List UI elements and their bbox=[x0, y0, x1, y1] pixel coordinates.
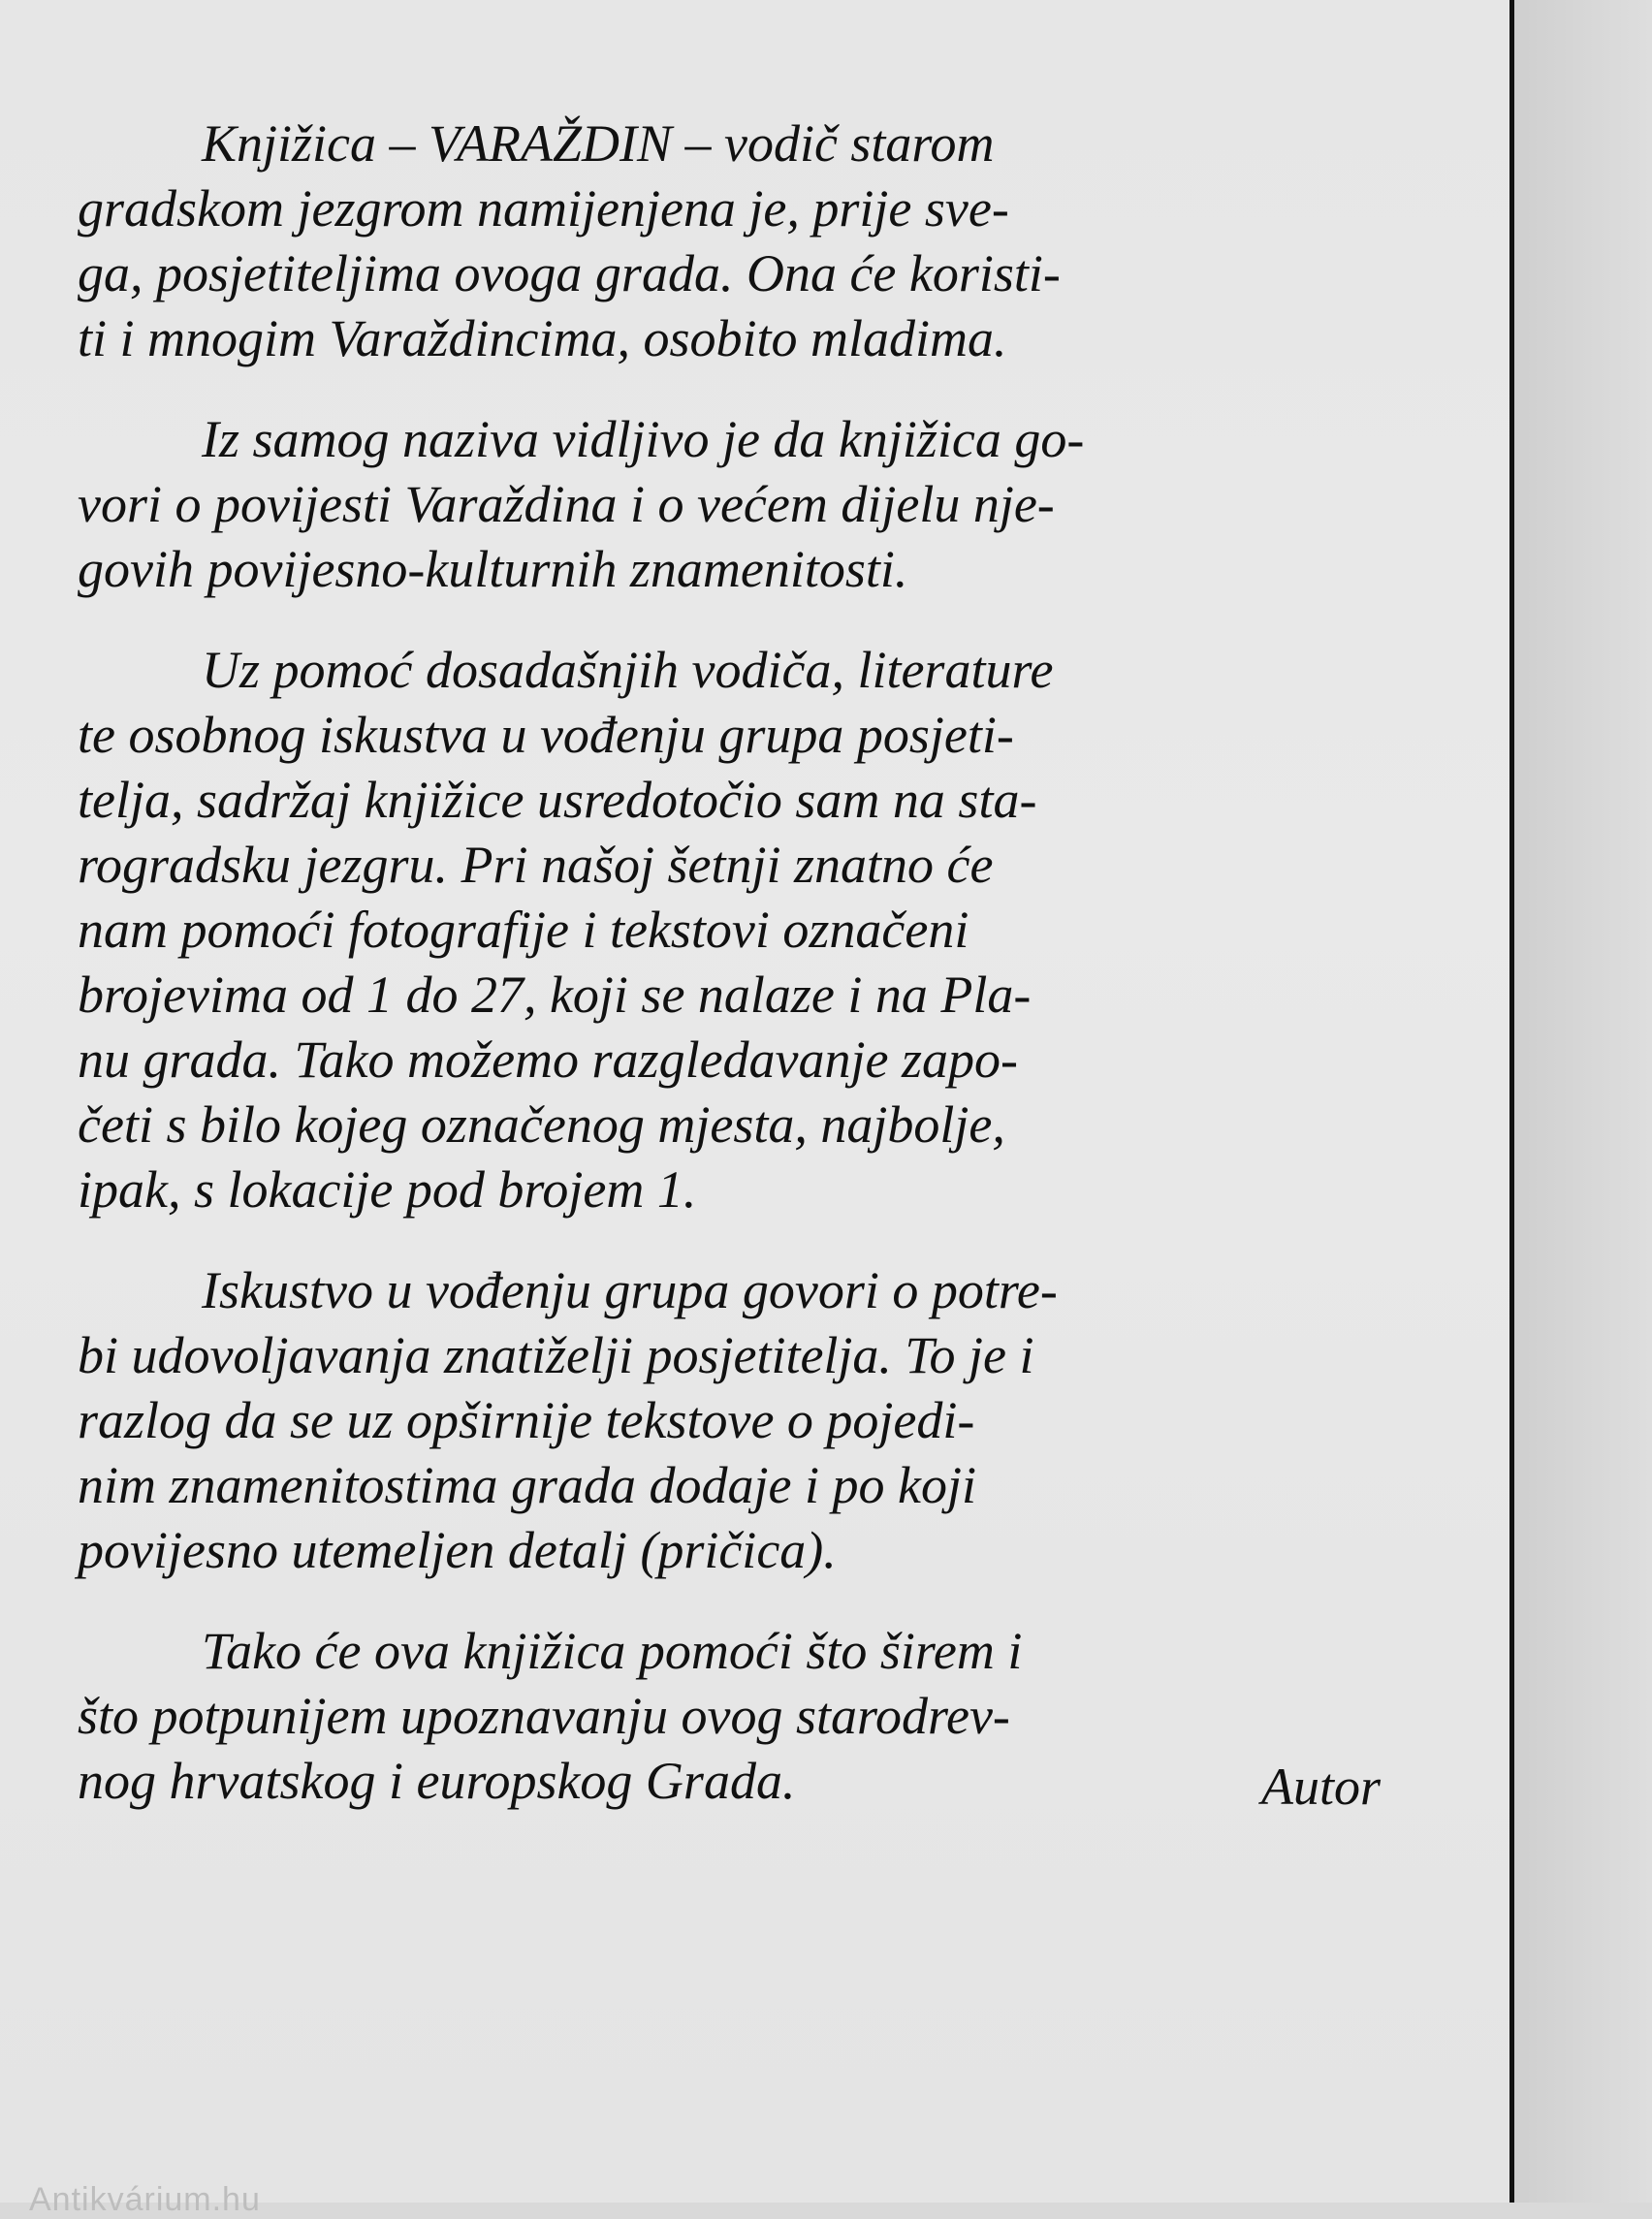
paragraph-1 bbox=[78, 111, 1377, 371]
text-line: nu grada. Tako možemo razgledavanje zapo- bbox=[78, 1030, 1018, 1089]
text-line: nam pomoći fotografije i tekstovi označeni bbox=[78, 901, 969, 959]
text-line: Uz pomoć dosadašnjih vodiča, literature bbox=[202, 641, 1054, 699]
paragraph-4 bbox=[78, 1258, 1377, 1583]
text-line: razlog da se uz opširnije tekstove o pojedi- bbox=[78, 1391, 975, 1449]
text-line: nog hrvatskog i europskog Grada. bbox=[78, 1752, 796, 1810]
body-text bbox=[78, 111, 1377, 1850]
text-line: brojevima od 1 do 27, koji se nalaze i na Pla- bbox=[78, 966, 1032, 1024]
text-line: Iz samog naziva vidljivo je da knjižica go- bbox=[202, 410, 1085, 468]
text-line: telja, sadržaj knjižice usredotočio sam na sta- bbox=[78, 771, 1037, 829]
text-line: povijesno utemeljen detalj (pričica). bbox=[78, 1521, 837, 1579]
paragraph-3 bbox=[78, 638, 1377, 1222]
background-strip bbox=[1514, 0, 1652, 2203]
watermark: Antikvárium.hu bbox=[29, 2181, 261, 2218]
text-line: bi udovoljavanja znatiželji posjetitelja. To je i bbox=[78, 1326, 1034, 1384]
text-line: vori o povijesti Varaždina i o većem dijelu nje- bbox=[78, 475, 1055, 533]
text-line: četi s bilo kojeg označenog mjesta, najbolje, bbox=[78, 1095, 1005, 1154]
text-line: nim znamenitostima grada dodaje i po koji bbox=[78, 1456, 976, 1514]
text-line: rogradsku jezgru. Pri našoj šetnji znatno će bbox=[78, 836, 994, 894]
text-line: ga, posjetiteljima ovoga grada. Ona će koristi- bbox=[78, 244, 1061, 302]
paragraph-2 bbox=[78, 407, 1377, 602]
text-line: gradskom jezgrom namijenjena je, prije sve- bbox=[78, 179, 1009, 238]
paragraph-5 bbox=[78, 1619, 1377, 1814]
text-line: te osobnog iskustva u vođenju grupa posjeti- bbox=[78, 706, 1014, 764]
text-line: što potpunijem upoznavanju ovog starodrev- bbox=[78, 1687, 1010, 1745]
author-signature: Autor bbox=[1260, 1758, 1381, 1816]
text-line: Tako će ova knjižica pomoći što širem i bbox=[202, 1622, 1023, 1680]
text-line: ti i mnogim Varaždincima, osobito mladima. bbox=[78, 309, 1007, 367]
text-line: ipak, s lokacije pod brojem 1. bbox=[78, 1160, 697, 1219]
text-line: Knjižica – VARAŽDIN – vodič starom bbox=[202, 114, 995, 173]
text-line: govih povijesno-kulturnih znamenitosti. bbox=[78, 540, 908, 598]
text-line: Iskustvo u vođenju grupa govori o potre- bbox=[202, 1261, 1058, 1319]
